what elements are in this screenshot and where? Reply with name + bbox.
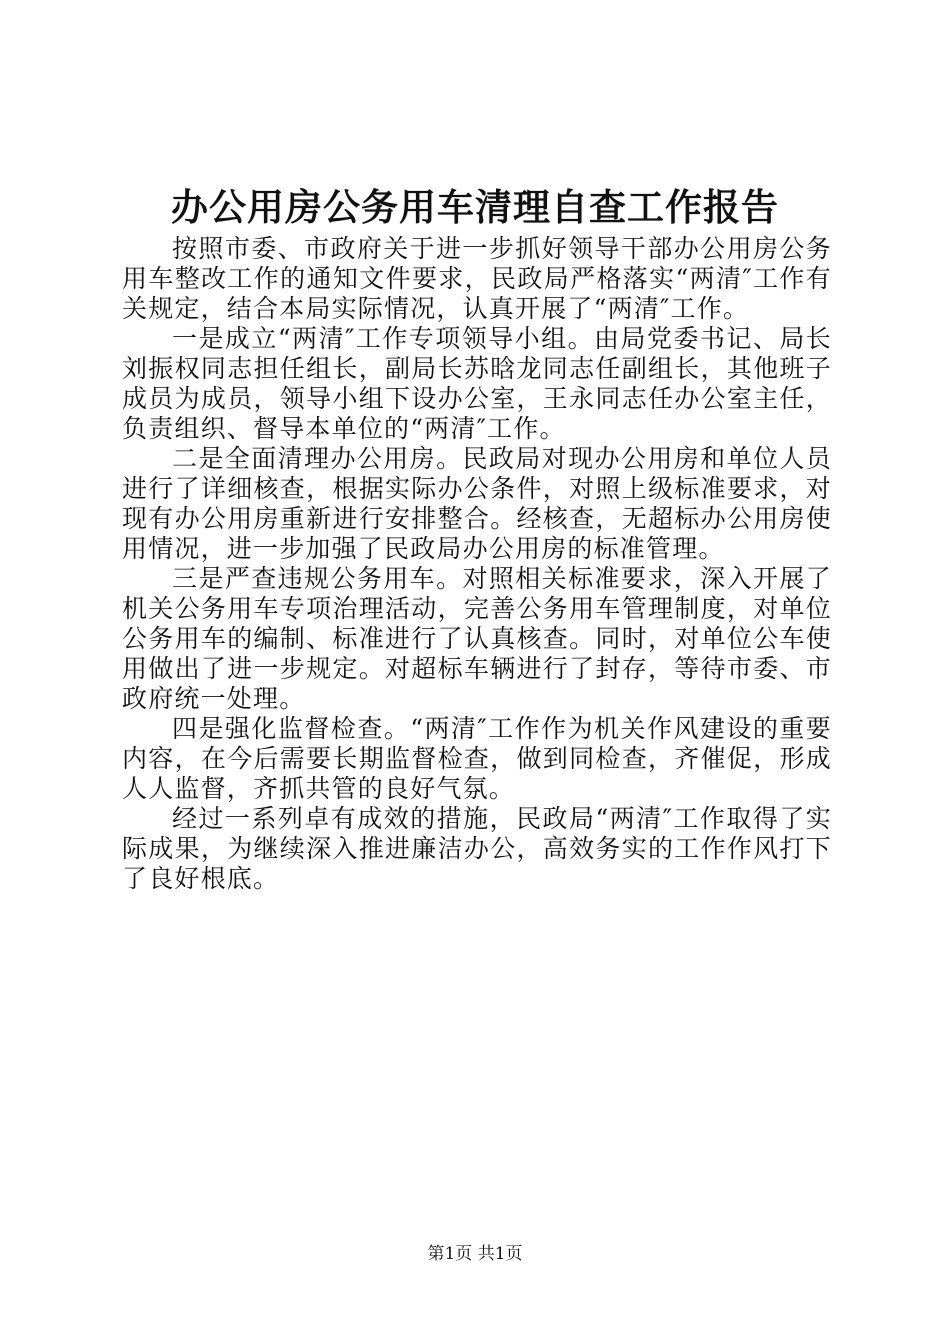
paragraph-official-vehicles: 三是严查违规公务用车。对照相关标准要求，深入开展了机关公务用车专项治理活动，完善公务用车管理制度，对单位公务用车的编制、标准进行了认真核查。同时，对单位公车使用做出了进一步规定。对超标车辆进行了封存，等待市委、市政府统一处理。	[122, 564, 832, 713]
paragraph-intro: 按照市委、市政府关于进一步抓好领导干部办公用房公务用车整改工作的通知文件要求，民政局严格落实“两清″工作有关规定，结合本局实际情况，认真开展了“两清″工作。	[122, 234, 832, 323]
paragraph-supervision: 四是强化监督检查。“两清″工作作为机关作风建设的重要内容，在今后需要长期监督检查，做到同检查，齐催促，形成人人监督，齐抓共管的良好气氛。	[122, 714, 832, 803]
paragraph-leading-group: 一是成立“两清″工作专项领导小组。由局党委书记、局长刘振权同志担任组长，副局长苏晗龙同志任副组长，其他班子成员为成员，领导小组下设办公室，王永同志任办公室主任，负责组织、督导本单位的“两清″工作。	[122, 324, 832, 443]
paragraph-office-space: 二是全面清理办公用房。民政局对现办公用房和单位人员进行了详细核查，根据实际办公条件，对照上级标准要求，对现有办公用房重新进行安排整合。经核查，无超标办公用房使用情况，进一步加强了民政局办公用房的标准管理。	[122, 444, 832, 563]
document-body	[122, 234, 832, 894]
document-title: 办公用房公务用车清理自查工作报告	[171, 185, 779, 229]
page-footer: 第1页 共1页	[427, 1244, 523, 1264]
paragraph-conclusion: 经过一系列卓有成效的措施，民政局“两清″工作取得了实际成果，为继续深入推进廉洁办公，高效务实的工作作风打下了良好根底。	[122, 804, 832, 893]
